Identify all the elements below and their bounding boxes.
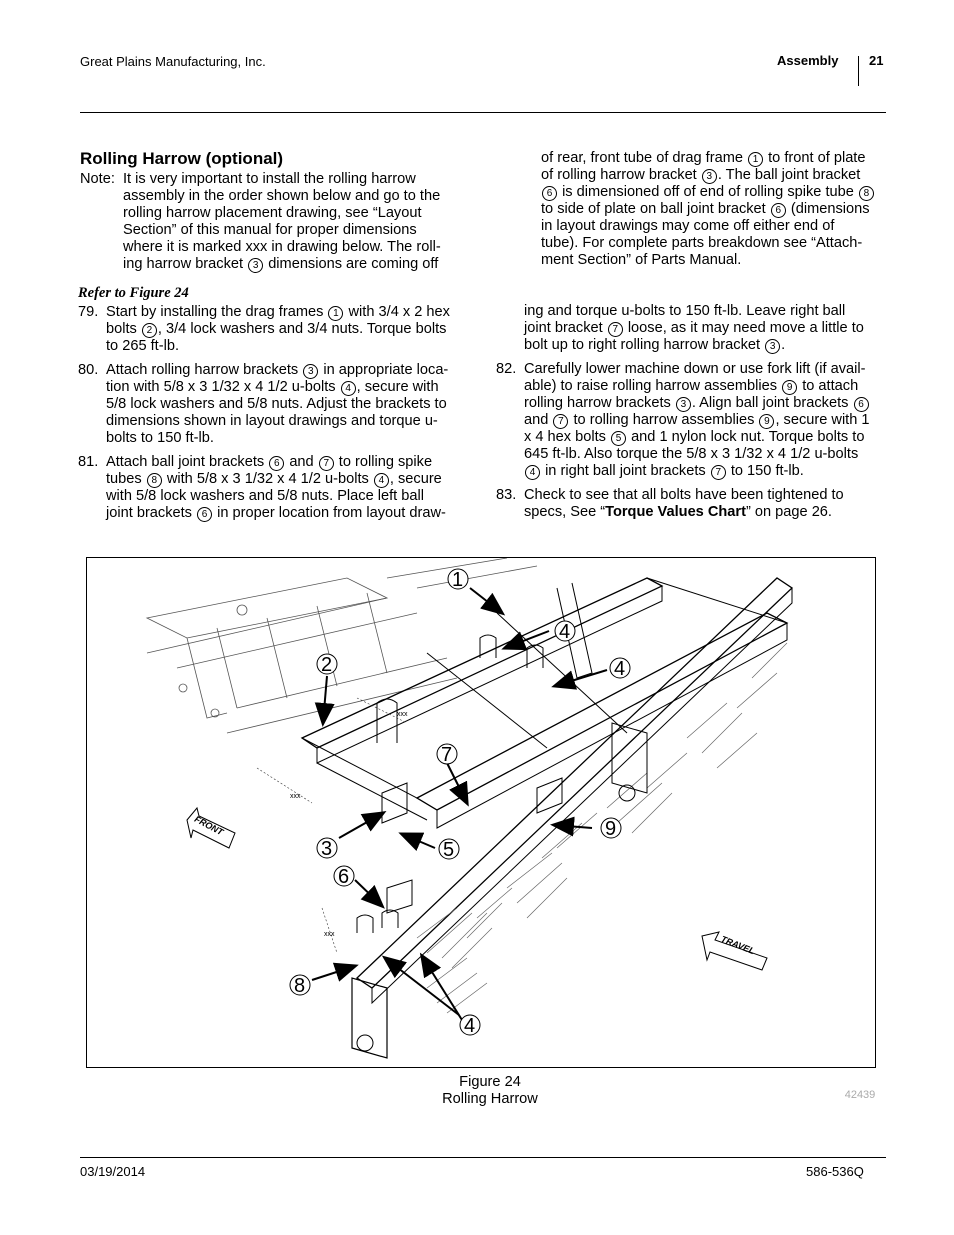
note-line: It is very important to install the rolling harrow [123,171,416,187]
dimension-label: xxx [324,931,335,938]
callout-6-icon: 6 [542,186,557,201]
callout-5: 5 [443,839,455,861]
step-81: 81. Attach ball joint brackets 6 and 7 to rolling spike tubes 8 with 5/8 x 3 1/32 x 4 1/2 u-bolts 4 , secure with 5/8 lock washers and 5/8 nuts. Place left ball joint brackets 6 in proper location from layout draw- [78,454,446,521]
callout-5-icon: 5 [611,431,626,446]
callout-9-icon: 9 [759,414,774,429]
callout-3-icon: 3 [303,364,318,379]
callout-7: 7 [441,744,453,766]
callout-7-icon: 7 [319,456,334,471]
dimension-label: xxx [290,793,301,800]
note-line: assembly in the order shown below and go to the [123,188,441,204]
header-divider [858,56,859,86]
callout-6: 6 [338,866,350,888]
callout-3-icon: 3 [676,397,691,412]
note-line: to side of plate on ball joint bracket 6 (dimensions [541,201,870,217]
callout-4: 4 [464,1015,476,1037]
note-line: in layout drawings may come off either end of [541,218,835,234]
footer-rule [80,1157,886,1158]
callout-labels [290,569,630,1037]
callout-9-icon: 9 [782,380,797,395]
note-line: ing harrow bracket 3 dimensions are coming off [123,256,439,272]
note-line: ment Section” of Parts Manual. [541,252,742,268]
callout-1: 1 [452,569,464,591]
callout-8: 8 [294,975,306,997]
footer-date: 03/19/2014 [80,1164,146,1179]
callout-7-icon: 7 [711,465,726,480]
note-line: of rolling harrow bracket 3 . The ball joint bracket [541,167,861,183]
callout-9: 9 [605,818,617,840]
note-label: Note: [80,171,115,187]
page-number: 21 [869,53,884,68]
callout-3-icon: 3 [765,339,780,354]
callout-7-icon: 7 [553,414,568,429]
right-column-top [541,150,891,269]
travel-label: TRAVEL [719,933,757,957]
callout-3-icon: 3 [248,258,263,273]
figure-24 [86,557,876,1068]
step-79: 79. Start by installing the drag frames 1 with 3/4 x 2 hex bolts 2 , 3/4 lock washers and 3/4 nuts. Torque bolts to 265 ft-lb. [78,304,450,354]
callout-3: 3 [321,838,333,860]
figure-caption-number: Figure 24 [459,1074,521,1090]
callout-2: 2 [321,654,333,676]
front-label: FRONT [192,813,225,838]
figure-id: 42439 [844,1089,876,1101]
step-82: 82. Carefully lower machine down or use fork lift (if avail- able) to raise rolling harrow assemblies 9 to attach rolling harrow brackets 3 . Align ball joint brackets 6 and 7 to rolling harrow assemblies 9 , secure with 1 x 4 hex bolts 5 and 1 nylon lock nut. Torque bolts to 645 ft-lb. Also torque the 5/8 x 3 1/32 x 4 1/2 u-bolts 4 in right ball joint brackets 7 to 150 ft-lb. [496,361,870,479]
note [80,171,470,273]
callout-7-icon: 7 [608,322,623,337]
right-column-steps [496,303,891,528]
callout-4: 4 [559,621,571,643]
callout-6-icon: 6 [269,456,284,471]
section-title: Rolling Harrow (optional) [80,149,284,168]
rolling-harrow-drawing [87,558,875,1067]
callout-4: 4 [614,658,626,680]
callout-1-icon: 1 [328,306,343,321]
torque-chart-link[interactable]: Torque Values Chart [605,504,746,520]
figure-caption-title: Rolling Harrow [442,1091,538,1107]
footer-doc-number: 586-536Q [806,1164,864,1179]
callout-3-icon: 3 [702,169,717,184]
left-column-steps [78,285,473,529]
callout-8-icon: 8 [859,186,874,201]
callout-6-icon: 6 [197,507,212,522]
callout-4-icon: 4 [374,473,389,488]
note-line: 6 is dimensioned off of end of rolling spike tube 8 [541,184,891,201]
header-company: Great Plains Manufacturing, Inc. [80,54,266,69]
callout-6-icon: 6 [854,397,869,412]
note-line: Section” of this manual for proper dimensions [123,222,417,238]
callout-2-icon: 2 [142,323,157,338]
dimension-label: xxx [397,711,408,718]
callout-8-icon: 8 [147,473,162,488]
step-80: 80. Attach rolling harrow brackets 3 in appropriate loca- tion with 5/8 x 3 1/32 x 4 1/2 u-bolts 4 , secure with 5/8 lock washers and 5/8 nuts. Adjust the brackets to dimensions shown in layout drawings and torque u- bolts to 150 ft-lb. [78,362,449,446]
callout-1-icon: 1 [748,152,763,167]
step-83: 83. Check to see that all bolts have been tightened to specs, See “Torque Values Chart” on page 26. [496,487,844,520]
note-line: of rear, front tube of drag frame 1 to front of plate [541,150,866,166]
refer-figure: Refer to Figure 24 [78,285,189,301]
step-81-continued: ing and torque u-bolts to 150 ft-lb. Leave right ball joint bracket 7 loose, as it may need move a little to bolt up to right rolling harrow bracket 3 . [524,303,864,353]
header-section: Assembly [777,53,839,68]
note-line: tube). For complete parts breakdown see “Attach- [541,235,863,251]
callout-4-icon: 4 [341,381,356,396]
callout-4-icon: 4 [525,465,540,480]
header-rule [80,112,886,113]
callout-6-icon: 6 [771,203,786,218]
note-line: where it is marked xxx in drawing below. The roll- [123,239,441,255]
note-line: rolling harrow placement drawing, see “Layout [123,205,422,221]
left-column-top [80,150,470,273]
